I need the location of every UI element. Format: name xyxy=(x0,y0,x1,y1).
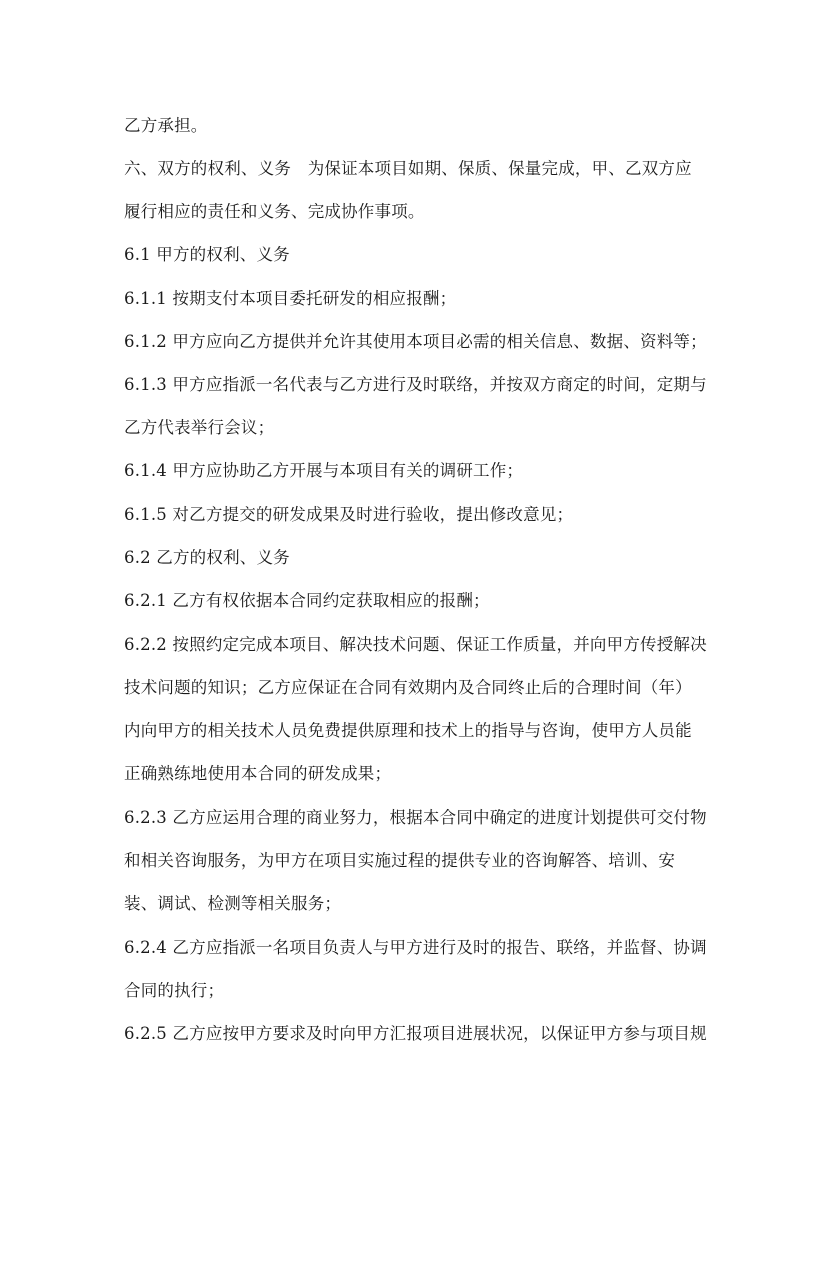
clause-line: 6.1.5 对乙方提交的研发成果及时进行验收，提出修改意见； xyxy=(124,505,574,524)
clause-line: 6.1.3 甲方应指派一名代表与乙方进行及时联络，并按双方商定的时间，定期与 xyxy=(124,375,707,394)
clause-line: 6.2.1 乙方有权依据本合同约定获取相应的报酬； xyxy=(124,591,490,610)
clause-line: 6.2.3 乙方应运用合理的商业努力，根据本合同中确定的进度计划提供可交付物 xyxy=(124,808,707,827)
subsection-heading: 6.1 甲方的权利、义务 xyxy=(124,245,290,264)
clause-continuation: 合同的执行； xyxy=(124,981,225,1000)
clause-continuation: 正确熟练地使用本合同的研发成果； xyxy=(124,764,392,783)
clause-continuation: 技术问题的知识；乙方应保证在合同有效期内及合同终止后的合理时间（年） xyxy=(124,678,692,697)
clause-continuation: 内向甲方的相关技术人员免费提供原理和技术上的指导与咨询，使甲方人员能 xyxy=(124,721,692,740)
clause-line: 6.2.5 乙方应按甲方要求及时向甲方汇报项目进展状况，以保证甲方参与项目规 xyxy=(124,1024,707,1043)
text-line: 乙方承担。 xyxy=(124,116,208,135)
clause-line: 6.2.4 乙方应指派一名项目负责人与甲方进行及时的报告、联络，并监督、协调 xyxy=(124,938,707,957)
clause-continuation: 和相关咨询服务，为甲方在项目实施过程的提供专业的咨询解答、培训、安 xyxy=(124,851,676,870)
clause-line: 6.1.1 按期支付本项目委托研发的相应报酬； xyxy=(124,289,457,308)
clause-continuation: 乙方代表举行会议； xyxy=(124,418,275,437)
clause-line: 6.1.4 甲方应协助乙方开展与本项目有关的调研工作； xyxy=(124,461,524,480)
clause-line: 6.2.2 按照约定完成本项目、解决技术问题、保证工作质量，并向甲方传授解决 xyxy=(124,635,707,654)
subsection-heading: 6.2 乙方的权利、义务 xyxy=(124,548,290,567)
clause-continuation: 装、调试、检测等相关服务； xyxy=(124,894,342,913)
section-heading-line: 六、双方的权利、义务 为保证本项目如期、保质、保量完成，甲、乙双方应 xyxy=(124,159,692,178)
clause-line: 6.1.2 甲方应向乙方提供并允许其使用本项目必需的相关信息、数据、资料等； xyxy=(124,332,707,351)
text-line: 履行相应的责任和义务、完成协作事项。 xyxy=(124,202,425,221)
